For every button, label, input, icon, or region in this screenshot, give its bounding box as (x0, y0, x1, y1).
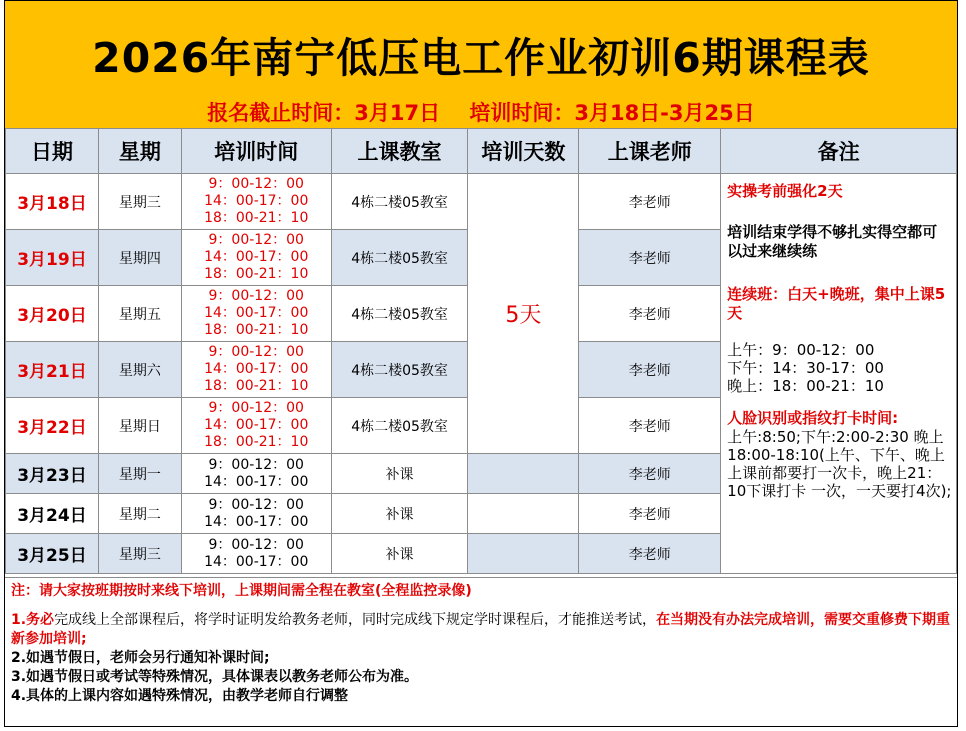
time-slot: 14：00-17：00 (204, 305, 309, 321)
time-slot: 9：00-12：00 (208, 400, 304, 416)
column-header-weekday: 星期 (98, 129, 181, 174)
classroom-cell: 4栋二楼05教室 (331, 342, 468, 398)
teacher-cell: 李老师 (579, 342, 721, 398)
note-checkin-text: 上午:8:50;下午:2:00-2:30 晚上18:00-18:10(上午、下午、晚上上课前都要打一次卡，晚上21：10下课打卡 一次，一天要打4次); (727, 428, 952, 500)
time-slot: 14：00-17：00 (204, 513, 309, 530)
classroom-cell: 4栋二楼05教室 (331, 286, 468, 342)
note-schedule-evening: 晚上：18：00-21：10 (727, 377, 884, 395)
time-slot: 9：00-12：00 (208, 536, 304, 553)
footer-item-1-warning: 在当期没有办法完成培训，需要交重修费下期重新参加培训; (11, 612, 951, 647)
page-title: 2026年南宁低压电工作业初训6期课程表 (92, 34, 870, 82)
weekday-cell: 星期五 (98, 286, 181, 342)
time-slot: 14：00-17：00 (204, 193, 309, 209)
weekday-cell: 星期三 (98, 174, 181, 230)
column-header-notes: 备注 (721, 129, 957, 174)
footer-item-1-body: 完成线上全部课程后，将学时证明发给教务老师，同时完成线下规定学时课程后，才能推送考试， (54, 612, 657, 628)
schedule-sheet (4, 0, 958, 727)
footer-item-4: 4.具体的上课内容如遇特殊情况，由教学老师自行调整 (11, 688, 349, 704)
training-time-cell (181, 230, 331, 286)
training-time-cell (181, 174, 331, 230)
classroom-cell: 补课 (331, 534, 468, 574)
time-slot: 9：00-12：00 (208, 456, 304, 473)
time-slot: 14：00-17：00 (204, 361, 309, 377)
time-slot: 14：00-17：00 (204, 473, 309, 490)
time-slot: 9：00-12：00 (208, 232, 304, 248)
weekday-cell: 星期二 (98, 494, 181, 534)
column-header-training-time: 培训时间 (181, 129, 331, 174)
time-slot: 14：00-17：00 (204, 553, 309, 570)
classroom-cell: 4栋二楼05教室 (331, 174, 468, 230)
weekday-cell: 星期三 (98, 534, 181, 574)
date-cell: 3月20日 (6, 286, 99, 342)
column-header-date: 日期 (6, 129, 99, 174)
date-cell: 3月24日 (6, 494, 99, 534)
teacher-cell: 李老师 (579, 534, 721, 574)
course-schedule-table (5, 128, 957, 574)
classroom-cell: 补课 (331, 494, 468, 534)
time-slot: 18：00-21：10 (204, 322, 309, 338)
footer-item-1 (11, 611, 951, 649)
weekday-cell: 星期六 (98, 342, 181, 398)
table-row (6, 174, 957, 230)
footer-item-1-lead: 1.务必 (11, 612, 55, 628)
training-days-empty-cell (468, 494, 579, 534)
training-time-cell (181, 534, 331, 574)
date-cell: 3月22日 (6, 398, 99, 454)
note-schedule-afternoon: 下午：14：30-17：00 (727, 359, 884, 377)
time-slot: 18：00-21：10 (204, 210, 309, 226)
note-schedule-morning: 上午：9：00-12：00 (727, 341, 875, 359)
training-time-cell (181, 494, 331, 534)
time-slot: 9：00-12：00 (208, 496, 304, 513)
time-slot: 9：00-12：00 (208, 344, 304, 360)
training-time-cell (181, 286, 331, 342)
footer-notes (5, 577, 957, 726)
footer-item-2: 2.如遇节假日，老师会另行通知补课时间; (11, 650, 270, 666)
date-cell: 3月25日 (6, 534, 99, 574)
note-continue-practice: 培训结束学得不够扎实得空都可以过来继续练 (727, 223, 938, 260)
time-slot: 9：00-12：00 (208, 176, 304, 192)
date-cell: 3月23日 (6, 454, 99, 494)
note-continuous-class: 连续班：白天+晚班，集中上课5天 (727, 285, 946, 322)
classroom-cell: 补课 (331, 454, 468, 494)
date-cell: 3月19日 (6, 230, 99, 286)
classroom-cell: 4栋二楼05教室 (331, 398, 468, 454)
note-checkin-title: 人脸识别或指纹打卡时间: (727, 409, 899, 427)
footer-item-3: 3.如遇节假日或考试等特殊情况，具体课表以教务老师公布为准。 (11, 669, 419, 685)
notes-cell (721, 174, 957, 574)
teacher-cell: 李老师 (579, 454, 721, 494)
column-header-teacher: 上课老师 (579, 129, 721, 174)
title-banner (5, 1, 957, 129)
date-cell: 3月18日 (6, 174, 99, 230)
teacher-cell: 李老师 (579, 174, 721, 230)
training-days-cell: 5天 (468, 174, 579, 454)
training-time-cell (181, 398, 331, 454)
classroom-cell: 4栋二楼05教室 (331, 230, 468, 286)
time-slot: 14：00-17：00 (204, 417, 309, 433)
note-strengthening: 实操考前强化2天 (727, 182, 843, 200)
teacher-cell: 李老师 (579, 398, 721, 454)
time-slot: 9：00-12：00 (208, 288, 304, 304)
weekday-cell: 星期日 (98, 398, 181, 454)
footer-attendance-note: 注：请大家按班期按时来线下培训，上课期间需全程在教室(全程监控录像) (11, 583, 472, 599)
training-days-empty-cell (468, 454, 579, 494)
column-header-classroom: 上课教室 (331, 129, 468, 174)
table-header-row (6, 129, 957, 174)
weekday-cell: 星期四 (98, 230, 181, 286)
training-time-cell (181, 342, 331, 398)
date-cell: 3月21日 (6, 342, 99, 398)
weekday-cell: 星期一 (98, 454, 181, 494)
time-slot: 18：00-21：10 (204, 434, 309, 450)
training-time-cell (181, 454, 331, 494)
teacher-cell: 李老师 (579, 494, 721, 534)
time-slot: 18：00-21：10 (204, 266, 309, 282)
time-slot: 18：00-21：10 (204, 378, 309, 394)
teacher-cell: 李老师 (579, 286, 721, 342)
training-days-empty-cell (468, 534, 579, 574)
teacher-cell: 李老师 (579, 230, 721, 286)
time-slot: 14：00-17：00 (204, 249, 309, 265)
registration-subtitle: 报名截止时间：3月17日 培训时间：3月18日-3月25日 (207, 101, 755, 125)
column-header-training-days: 培训天数 (468, 129, 579, 174)
